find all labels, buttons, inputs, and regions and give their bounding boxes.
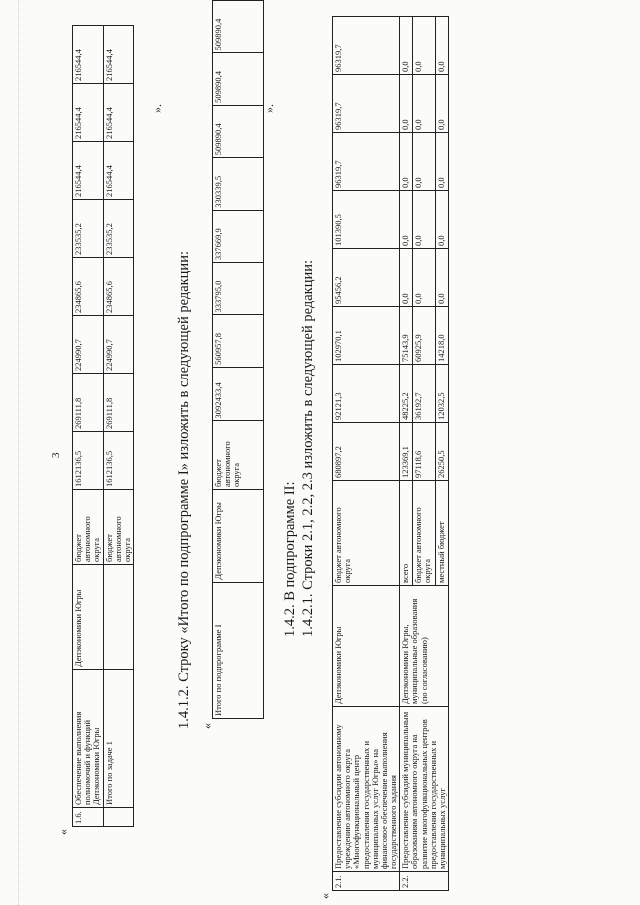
value-cell: 101390,5 — [333, 191, 400, 249]
value-cell: 234865,6 — [103, 258, 134, 316]
table-task-1 — [72, 25, 134, 827]
row-index: 1.6. — [73, 808, 104, 827]
value-cell: 0,0 — [400, 191, 413, 249]
value-cell: 102970,1 — [333, 307, 400, 365]
value-cell: 330339,5 — [213, 158, 264, 210]
value-cell: 509890,4 — [213, 1, 264, 53]
value-cell: 0,0 — [436, 249, 449, 307]
value-cell: 0,0 — [436, 17, 449, 75]
value-cell: 680897,2 — [333, 423, 400, 481]
value-cell: 0,0 — [413, 133, 436, 191]
value-cell: 75143,9 — [400, 307, 413, 365]
row-responsible — [103, 565, 134, 670]
value-cell: 337669,9 — [213, 210, 264, 262]
heading-1412: 1.4.1.2. Строку «Итого по подпрограмме I» изложить в следующей редакции: — [176, 251, 192, 729]
value-cell: 0,0 — [413, 75, 436, 133]
value-cell: 216544,4 — [103, 142, 134, 200]
value-cell: 560957,8 — [213, 315, 264, 367]
row-name: Предоставление субсидий муниципальным образованиям автономного округа на развитие многофункциональных центров предоставления государственных и муниципальных услуг — [400, 707, 449, 872]
value-cell: 269111,8 — [73, 374, 104, 432]
table-subprogram-2 — [332, 16, 449, 891]
row-name: Предоставление субсидии автономному учреждению автономного округа «Многофункциональный центр предоставления государственных и муниципальных услуг Югры» на финансовое обеспечение выполнения государственного задания — [333, 707, 400, 872]
table-subprogram-1-total — [212, 0, 264, 719]
open-quote: « — [318, 893, 332, 899]
value-cell: 96319,7 — [333, 17, 400, 75]
row-source: бюджет автономного округа — [213, 421, 264, 490]
close-quote: ». — [150, 104, 164, 113]
row-source: всего — [400, 481, 413, 586]
value-cell: 0,0 — [400, 133, 413, 191]
value-cell: 0,0 — [436, 75, 449, 133]
value-cell: 233535,2 — [73, 200, 104, 258]
value-cell: 36192,7 — [413, 365, 436, 423]
row-source: бюджет автономного округа — [333, 481, 400, 586]
row-index — [103, 808, 134, 827]
value-cell: 234865,6 — [73, 258, 104, 316]
value-cell: 96319,7 — [333, 75, 400, 133]
row-responsible: Депэкономики Югры, муниципальные образования (по согласованию) — [400, 586, 449, 707]
value-cell: 0,0 — [413, 249, 436, 307]
value-cell: 0,0 — [436, 191, 449, 249]
table-row — [400, 17, 413, 891]
value-cell: 0,0 — [436, 133, 449, 191]
value-cell: 216544,4 — [103, 26, 134, 84]
row-source: бюджет автономного округа — [103, 490, 134, 565]
value-cell: 224990,7 — [73, 316, 104, 374]
value-cell: 48225,2 — [400, 365, 413, 423]
page-number: 3 — [50, 452, 62, 458]
value-cell: 0,0 — [413, 191, 436, 249]
row-responsible: Депэкономики Югры — [73, 565, 104, 670]
value-cell: 12032,5 — [436, 365, 449, 423]
row-responsible: Депэкономики Югры — [333, 586, 400, 707]
value-cell: 123369,1 — [400, 423, 413, 481]
value-cell: 333795,0 — [213, 263, 264, 315]
close-quote: ». — [262, 104, 276, 113]
row-index: 2.2. — [400, 872, 449, 891]
value-cell: 0,0 — [400, 75, 413, 133]
value-cell: 60925,9 — [413, 307, 436, 365]
table-row — [213, 1, 264, 719]
row-name: Итого по задаче 1 — [103, 670, 134, 808]
value-cell: 26250,5 — [436, 423, 449, 481]
value-cell: 216544,4 — [103, 84, 134, 142]
value-cell: 224990,7 — [103, 316, 134, 374]
row-source: бюджет автономного округа — [413, 481, 436, 586]
heading-1421: 1.4.2.1. Строки 2.1, 2.2, 2.3 изложить в следующей редакции: — [300, 259, 316, 637]
value-cell: 216544,4 — [73, 142, 104, 200]
row-responsible: Депэкономики Югры — [213, 490, 264, 583]
value-cell: 0,0 — [400, 249, 413, 307]
heading-142: 1.4.2. В подпрограмме II: — [282, 481, 298, 637]
value-cell: 509890,4 — [213, 53, 264, 105]
value-cell: 14218,0 — [436, 307, 449, 365]
table-row — [73, 26, 104, 827]
value-cell: 96319,7 — [333, 133, 400, 191]
table-row — [333, 17, 400, 891]
value-cell: 3092433,4 — [213, 367, 264, 421]
value-cell: 216544,4 — [73, 26, 104, 84]
row-source: местный бюджет — [436, 481, 449, 586]
value-cell: 233535,2 — [103, 200, 134, 258]
value-cell: 1612136,5 — [103, 432, 134, 490]
value-cell: 92121,3 — [333, 365, 400, 423]
value-cell: 509890,4 — [213, 105, 264, 157]
row-index: 2.1. — [333, 872, 400, 891]
row-name: Обеспечение выполнения полномочий и функций Депэкономики Югры — [73, 670, 104, 808]
value-cell: 0,0 — [400, 17, 413, 75]
value-cell: 216544,4 — [73, 84, 104, 142]
open-quote: « — [200, 723, 214, 729]
value-cell: 1612136,5 — [73, 432, 104, 490]
table-row — [103, 26, 134, 827]
row-name: Итого по подпрограмме I — [213, 582, 264, 718]
value-cell: 0,0 — [413, 17, 436, 75]
value-cell: 95456,2 — [333, 249, 400, 307]
row-source: бюджет автономного округа — [73, 490, 104, 565]
value-cell: 269111,8 — [103, 374, 134, 432]
open-quote: « — [56, 829, 70, 835]
value-cell: 97118,6 — [413, 423, 436, 481]
